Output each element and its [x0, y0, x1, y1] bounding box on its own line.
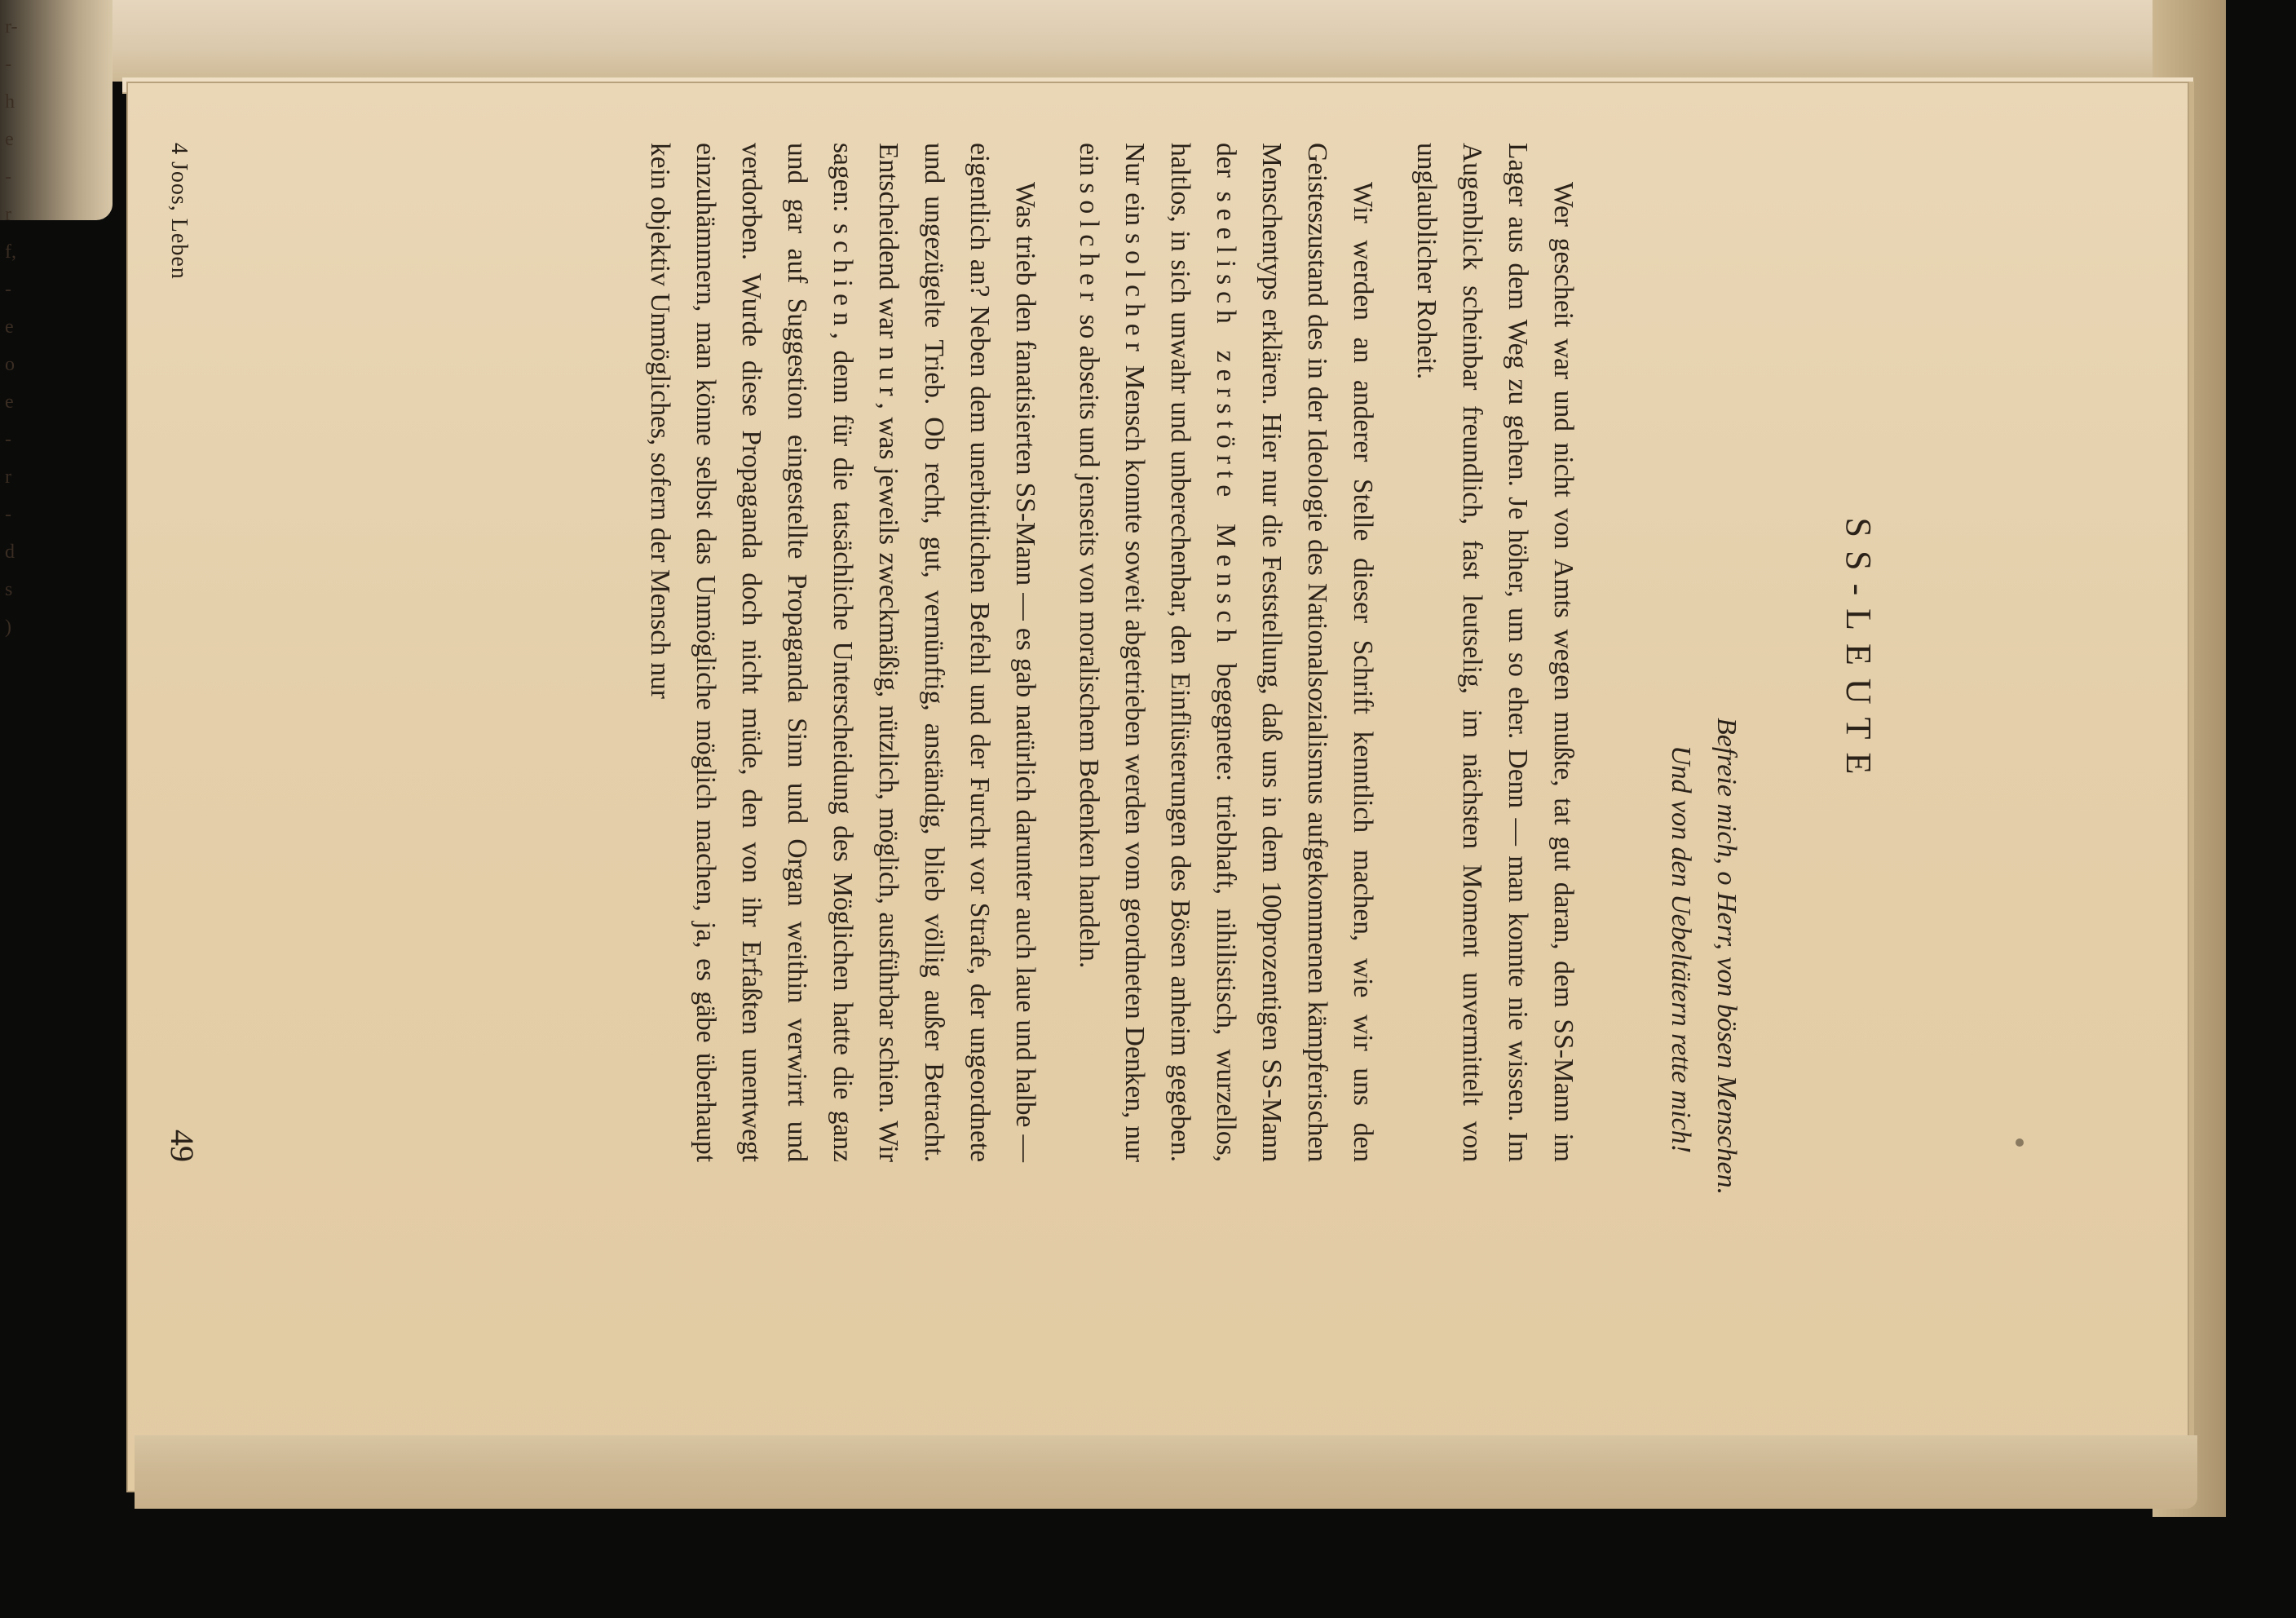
printer-signature: 4 Joos, Leben: [166, 143, 192, 280]
facing-fragment: o: [5, 354, 15, 375]
text-run: Wir werden an anderer Stelle dieser Schrift kenntlich machen, wie wir uns den Geisteszustand des in der Ideologie des Nationalsozialismus aufgekommenen kämpferischen Menschentyps erklären. Hier nur die Feststellung, daß uns in dem 100prozentigen SS-Mann der: [1211, 143, 1378, 1162]
page-number: 49: [164, 1130, 201, 1162]
body-paragraph: [1403, 143, 1586, 1162]
emphasis-spaced: solcher: [1074, 183, 1104, 308]
facing-fragment: -: [5, 279, 11, 300]
emphasis-spaced: nur: [873, 346, 903, 403]
page-bottom-edge: [135, 1435, 2197, 1509]
emphasis-spaced: seelisch zerstörte Mensch: [1211, 191, 1241, 650]
body-paragraph: [1066, 143, 1385, 1162]
facing-fragment: e: [5, 391, 14, 413]
facing-fragment: r: [5, 204, 11, 225]
emphasis-spaced: schien: [828, 223, 858, 333]
facing-fragment: r: [5, 466, 11, 488]
epigraph: [1658, 33, 1749, 1272]
text-run: , was jeweils zweckmäßig, nützlich, möglich, ausführbar schien. Wir sagen:: [828, 143, 903, 1162]
body-paragraph: [637, 143, 1048, 1162]
text-run: begegnete: triebhaft, nihilistisch, wurzellos, haltlos, in sich unwahr und unberechenbar, den Einflüsterungen des Bösen anheim gegeben. Nur ein: [1119, 143, 1241, 1162]
facing-fragment: h: [5, 91, 15, 113]
text-run: Was trieb den fanatisierten SS-Mann — es gab natürlich darunter auch laue und halbe — eigentlich an? Neben dem unerbittlichen Befehl und der Furcht vor Strafe, der ungeordnete und ungezügelte Trieb. Ob recht, gut, vernünftig, anständig, blieb völlig außer Betracht. Entscheidend war: [873, 143, 1040, 1162]
facing-fragment: -: [5, 429, 11, 450]
paper-speck: [2016, 1138, 2024, 1147]
facing-fragment: -: [5, 54, 11, 75]
facing-fragment: f,: [5, 241, 16, 263]
facing-fragment: e: [5, 316, 14, 338]
text-run: Wer gescheit war und nicht von Amts wegen mußte, tat gut daran, dem SS-Mann im Lager aus dem Weg zu gehen. Je höher, um so eher. Denn — man konnte nie wissen. Im Augenblick scheinbar freundlich, fast leutselig, im nächsten Moment unvermittelt von unglaublicher Roheit.: [1411, 143, 1578, 1162]
epigraph-line-2: Und von den Uebeltätern rette mich!: [1666, 745, 1696, 1154]
page-text-rotated: [86, 33, 1969, 1272]
facing-fragment: ): [5, 617, 11, 638]
epigraph-line-1: Befreie mich, o Herr, von bösen Menschen.: [1711, 718, 1742, 1196]
body-text: [619, 143, 1586, 1162]
facing-fragment: -: [5, 166, 11, 188]
facing-page-fragments: [5, 8, 29, 646]
facing-fragment: r-: [5, 16, 18, 38]
text-run: , denn für die tatsächliche Unterscheidung des Möglichen hatte die ganz und gar auf Suggestion eingestellte Propaganda Sinn und Organ weithin verwirrt und verdorben. Wurde diese Propaganda doch nicht müde, den von ihr Erfaßten unentwegt einzuhämmern, man könne selbst das Unmögliche möglich machen, ja, es gäbe überhaupt kein objektiv Unmögliches, sofern der Mensch nur: [645, 143, 858, 1162]
facing-fragment: s: [5, 579, 13, 600]
facing-fragment: d: [5, 542, 15, 563]
facing-fragment: e: [5, 129, 14, 150]
running-head: SS-LEUTE: [1839, 517, 1879, 788]
text-run: so abseits und jenseits von moralischem Bedenken handeln.: [1074, 307, 1104, 969]
text-run: Mensch konnte soweit abgetrieben werden vom geordneten Denken, nur ein: [1074, 143, 1150, 1162]
emphasis-spaced: solcher: [1119, 233, 1150, 358]
facing-fragment: -: [5, 504, 11, 525]
